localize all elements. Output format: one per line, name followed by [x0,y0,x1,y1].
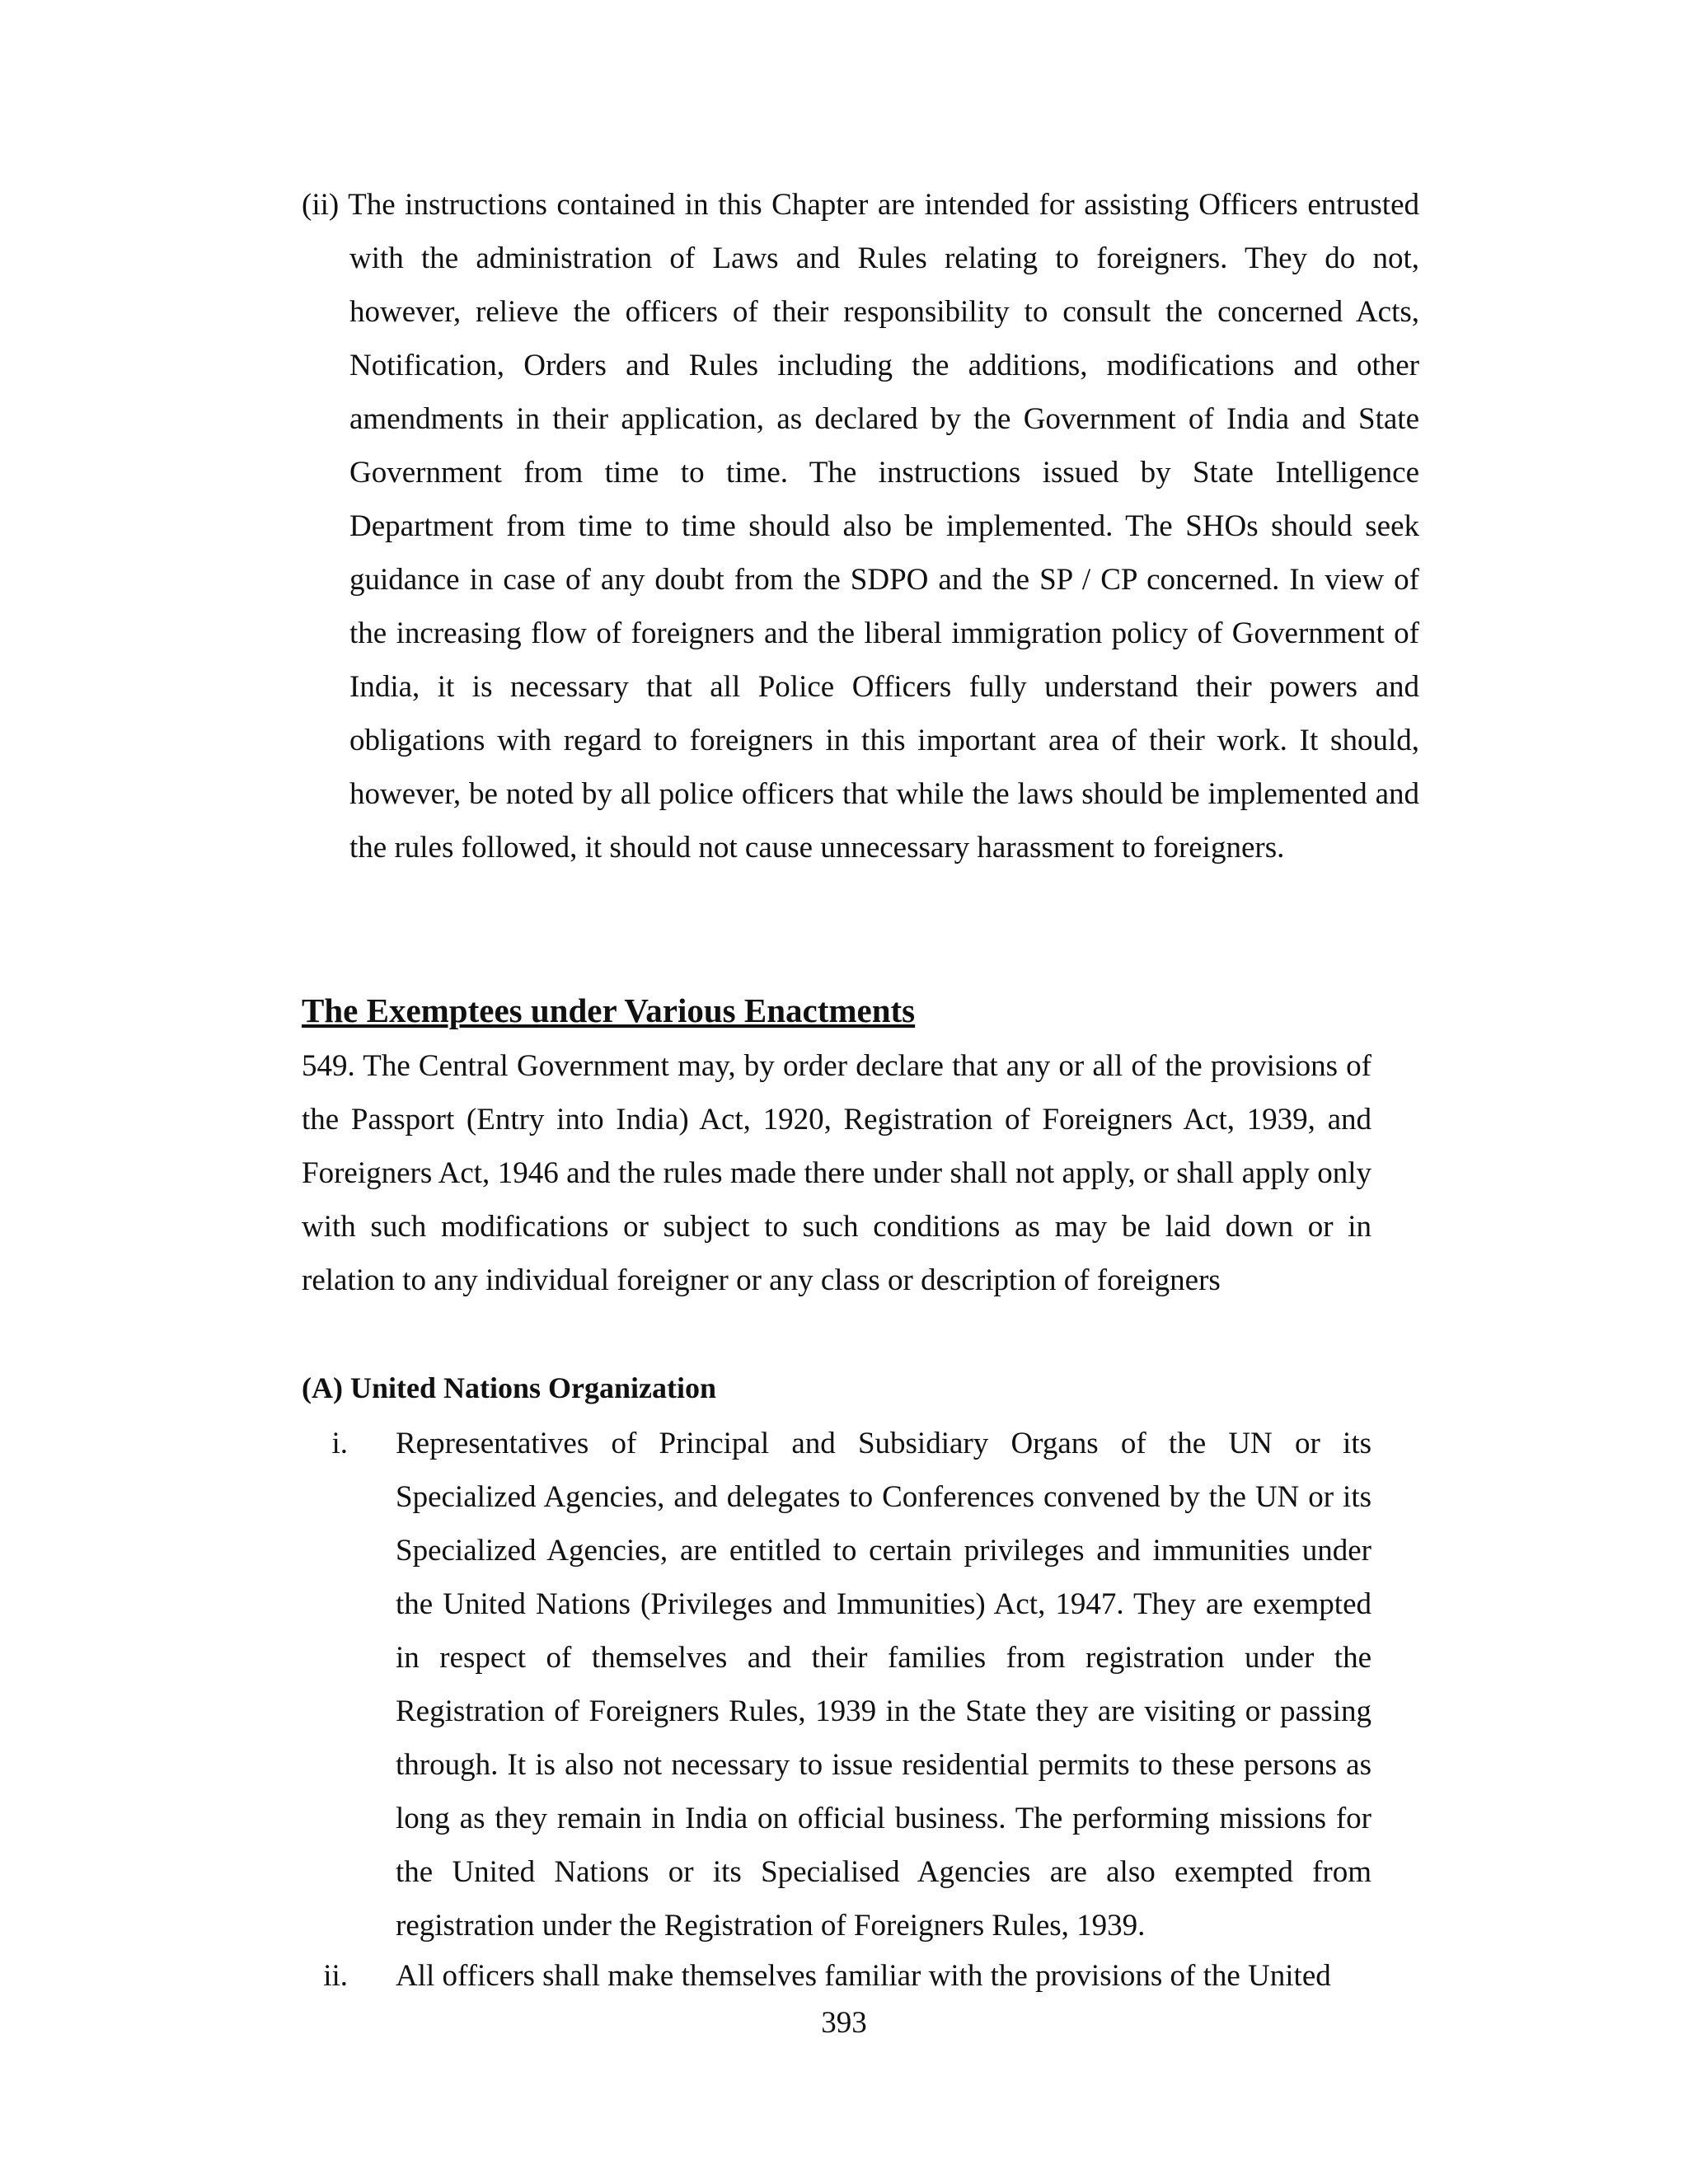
list-item [302,1417,1372,1952]
paragraph-ii: (ii) The instructions contained in this Chapter are intended for assisting Officers entrusted with the administration of Laws and Rules relating to foreigners. They do not, however, relieve the officers of their responsibility to consult the concerned Acts, Notification, Orders and Rules including the additions, modifications and other amendments in their application, as declared by the Government of India and State Government from time to time. The instructions issued by State Intelligence Department from time to time should also be implemented. The SHOs should seek guidance in case of any doubt from the SDPO and the SP / CP concerned. In view of the increasing flow of foreigners and the liberal immigration policy of Government of India, it is necessary that all Police Officers fully understand their powers and obligations with regard to foreigners in this important area of their work. It should, however, be noted by all police officers that while the laws should be implemented and the rules followed, it should not cause unnecessary harassment to foreigners. [302,188,1419,865]
list-item [302,1949,1372,2003]
list-item-number: i. [331,1427,348,1460]
list-item-number: ii. [323,1959,348,1993]
paragraph-549: 549. The Central Government may, by order declare that any or all of the provisions of the Passport (Entry into India) Act, 1920, Registration of Foreigners Act, 1939, and Foreigners Act, 1946 and the rules made there under shall not apply, or shall apply only with such modifications or subject to such conditions as may be laid down or in relation to any individual foreigner or any class or description of foreigners [302,1049,1372,1297]
section-heading: The Exemptees under Various Enactments [302,991,916,1029]
list-item-text: All officers shall make themselves familiar with the provisions of the United [396,1959,1331,1993]
list-item-text: Representatives of Principal and Subsidiary Organs of the UN or its Specialized Agencies, and delegates to Conferences convened by the UN or its Specialized Agencies, are entitled to certain privileges and immunities under the United Nations (Privileges and Immunities) Act, 1947. They are exempted in respect of themselves and their families from registration under the Registration of Foreigners Rules, 1939 in the State they are visiting or passing through. It is also not necessary to issue residential permits to these persons as long as they remain in India on official business. The performing missions for the United Nations or its Specialised Agencies are also exempted from registration under the Registration of Foreigners Rules, 1939. [396,1427,1372,1943]
subsection-heading: (A) United Nations Organization [302,1371,716,1404]
page-number: 393 [821,2006,867,2040]
